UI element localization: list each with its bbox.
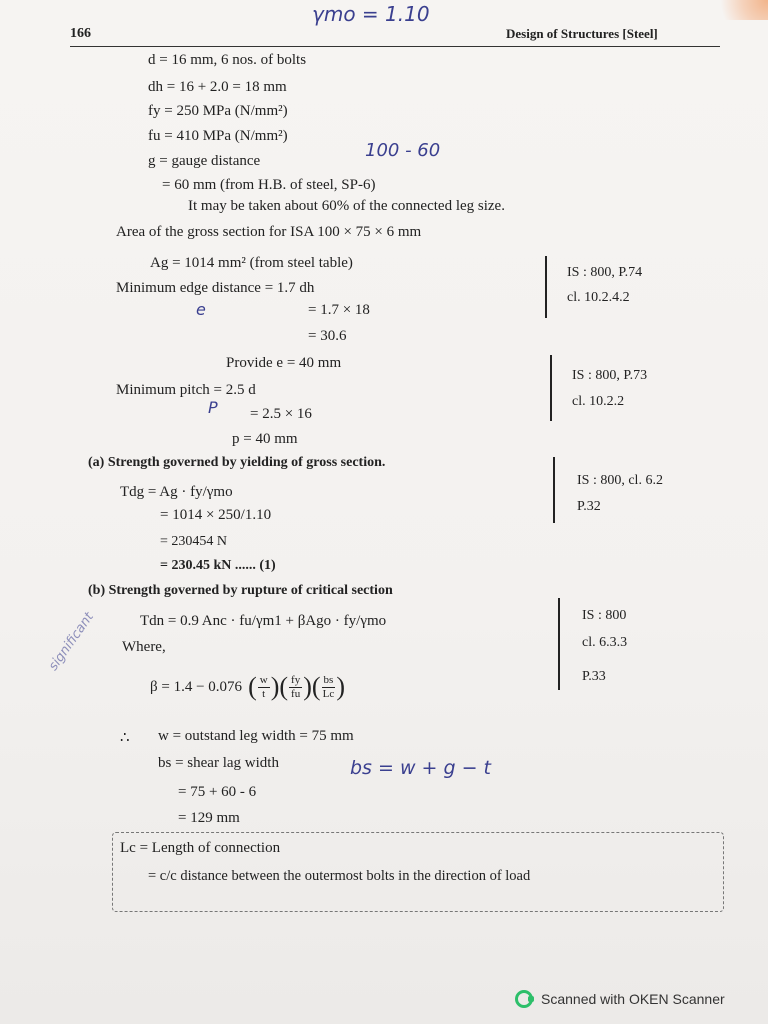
pitch-line1: Minimum pitch = 2.5 d (116, 382, 256, 398)
fraction-t: t (262, 687, 266, 700)
section-a-ref1: IS : 800, cl. 6.2 (577, 473, 663, 488)
edge-ref1: IS : 800, P.74 (567, 265, 643, 280)
edge-distance-line1: Minimum edge distance = 1.7 dh (116, 280, 315, 296)
handwritten-e: e (196, 300, 206, 319)
fraction-bs-lc (322, 674, 336, 701)
edge-provide: Provide e = 40 mm (226, 355, 342, 371)
fraction-bs: bs (323, 673, 334, 686)
gross-area-heading: Area of the gross section for ISA 100 × 75 × 6 mm (116, 224, 422, 240)
section-a-ref2: P.32 (577, 499, 601, 514)
edge-ref2: cl. 10.2.4.2 (567, 290, 630, 305)
gross-area-ag: Ag = 1014 mm² (from steel table) (150, 255, 353, 271)
given-d: d = 16 mm, 6 nos. of bolts (148, 52, 307, 68)
section-b-where: Where, (122, 639, 166, 655)
bs-line: bs = shear lag width (158, 755, 279, 771)
given-note: It may be taken about 60% of the connected leg size. (188, 198, 505, 214)
scanner-text: Scanned with OKEN Scanner (541, 991, 725, 1007)
lc-line1: Lc = Length of connection (120, 840, 281, 856)
section-b-ref1: IS : 800 (582, 608, 627, 623)
bs-result: = 129 mm (178, 810, 240, 826)
section-b-heading: (b) Strength governed by rupture of critical section (88, 583, 393, 598)
pitch-ref2: cl. 10.2.2 (572, 394, 625, 409)
edge-distance-line2: = 1.7 × 18 (308, 302, 370, 318)
section-b-ref2: cl. 6.3.3 (582, 635, 628, 650)
section-b-ref-bar (558, 598, 560, 690)
given-g: g = gauge distance (148, 153, 261, 169)
scanner-logo-icon (515, 990, 533, 1008)
edge-ref-bar (545, 256, 547, 318)
section-a-line1: Tdg = Ag · fy/γmo (120, 484, 233, 500)
handwritten-p: P (208, 398, 218, 417)
handwritten-bs-formula: bs = w + g − t (350, 757, 492, 779)
therefore-symbol: ∴ (120, 730, 130, 746)
section-a-line3: = 230454 N (160, 534, 228, 549)
fraction-lc: Lc (322, 687, 335, 700)
page-number: 166 (70, 26, 91, 41)
fraction-w-t (258, 674, 270, 701)
scanner-watermark (515, 990, 725, 1008)
running-title: Design of Structures [Steel] (506, 26, 658, 41)
section-a-heading: (a) Strength governed by yielding of gross section. (88, 455, 386, 470)
given-fu: fu = 410 MPa (N/mm²) (148, 128, 288, 144)
pitch-line3: p = 40 mm (232, 431, 298, 447)
pitch-line2: = 2.5 × 16 (250, 406, 312, 422)
fraction-fu: fu (291, 687, 301, 700)
edge-distance-line3: = 30.6 (308, 328, 347, 344)
given-g-value: = 60 mm (from H.B. of steel, SP-6) (162, 177, 376, 193)
lc-line2: = c/c distance between the outermost bolts in the direction of load (148, 868, 531, 884)
fraction-fy: fy (291, 673, 301, 686)
pitch-ref1: IS : 800, P.73 (572, 368, 648, 383)
pitch-ref-bar (550, 355, 552, 421)
beta-lhs: β = 1.4 − 0.076 (150, 678, 243, 695)
section-a-line2: = 1014 × 250/1.10 (160, 507, 272, 523)
w-line: w = outstand leg width = 75 mm (158, 728, 354, 744)
header-rule (70, 46, 720, 47)
section-b-ref3: P.33 (582, 669, 606, 684)
handwritten-gamma-note: γmo = 1.10 (312, 2, 430, 26)
fraction-fy-fu (289, 674, 302, 701)
fraction-w: w (259, 673, 268, 686)
section-a-line4: = 230.45 kN ...... (1) (160, 558, 276, 573)
section-a-ref-bar (553, 457, 555, 523)
section-b-formula: Tdn = 0.9 Anc · fu/γm1 + βAgo · fy/γmo (140, 613, 387, 629)
handwritten-g-note: 100 - 60 (365, 140, 441, 161)
beta-equation: β = 1.4 − 0.076 ( $\frac{w}{t}$ ) ( $\frac{fy}{fu}$ ) ( $\frac{bs}{Lc}$ ) (150, 672, 345, 701)
bs-calc: = 75 + 60 - 6 (178, 784, 257, 800)
given-dh: dh = 16 + 2.0 = 18 mm (148, 79, 287, 95)
handwritten-margin-note: significant (46, 609, 97, 674)
given-fy: fy = 250 MPa (N/mm²) (148, 103, 288, 119)
page-corner-shadow (708, 0, 768, 20)
